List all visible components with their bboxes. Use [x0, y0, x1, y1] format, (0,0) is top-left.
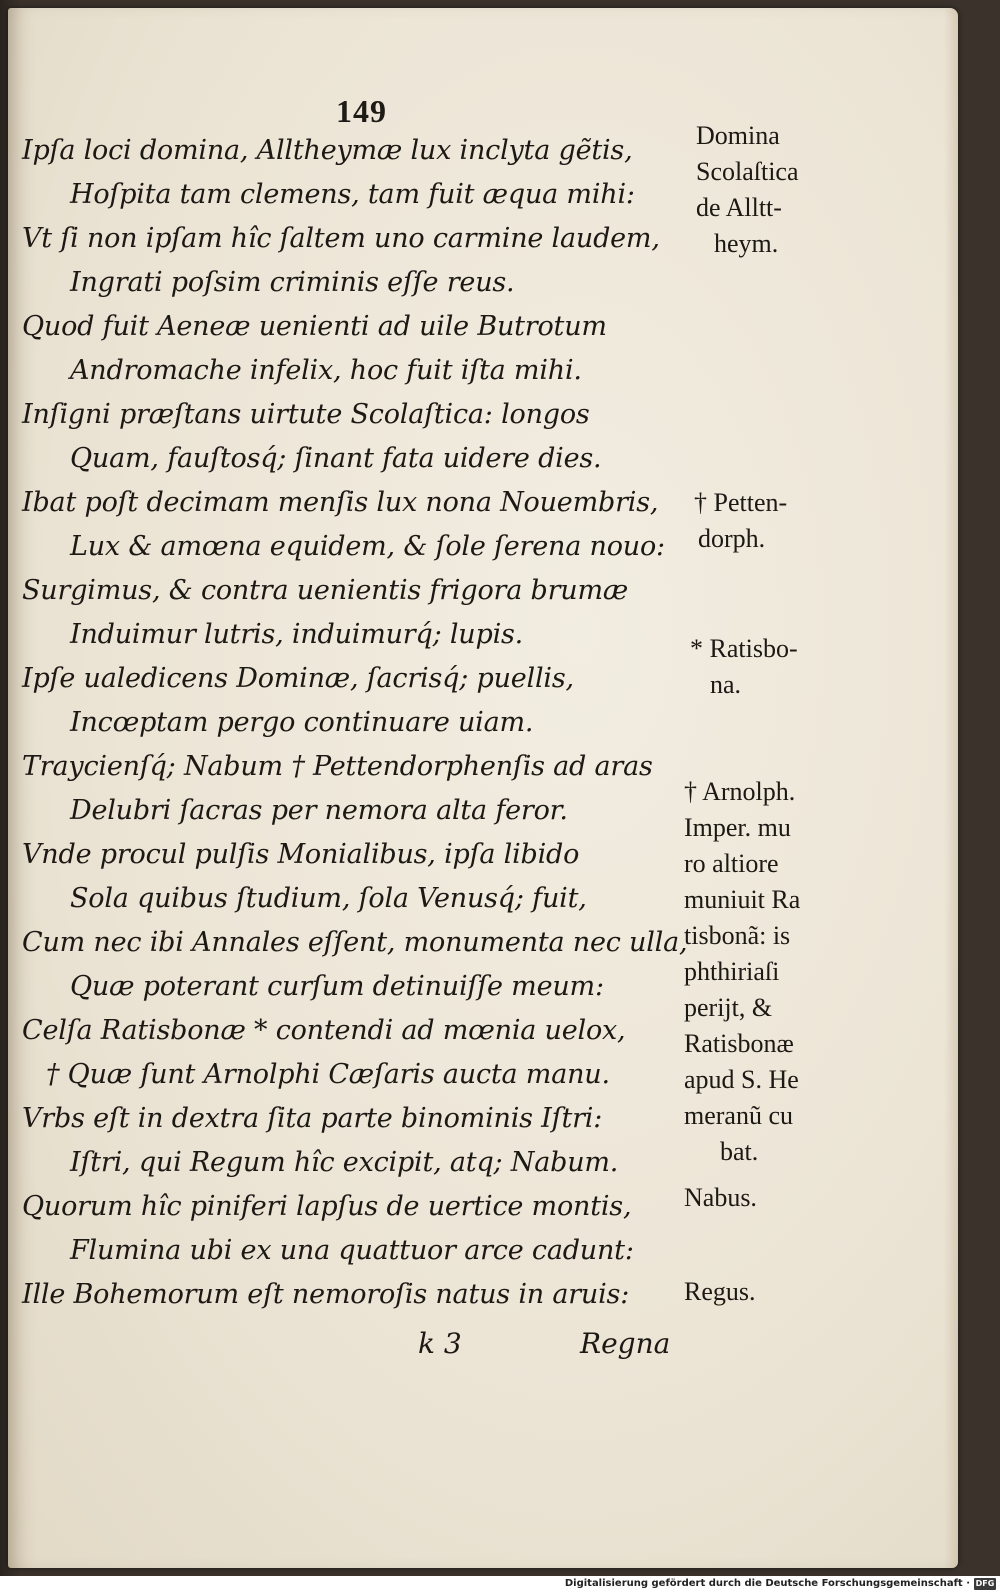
verse-line: Vt ſi non ipſam hîc ſaltem uno carmine laudem, — [22, 223, 660, 254]
margin-note-domina — [696, 118, 799, 262]
verse-line: Flumina ubi ex una quattuor arce cadunt: — [70, 1235, 634, 1266]
verse-line: Andromache infelix, hoc fuit iſta mihi. — [70, 355, 582, 386]
verse-line: Ingrati poſsim criminis eſſe reus. — [70, 267, 515, 298]
margin-note-line: bat. — [720, 1137, 759, 1166]
margin-note-line: * Ratisbo- — [690, 634, 798, 663]
margin-note-line: † Petten- — [694, 488, 788, 517]
margin-note-line: heym. — [714, 229, 779, 258]
verse-line: Quod fuit Aeneæ uenienti ad uile Butrotum — [22, 311, 607, 342]
dfg-logo: DFG — [975, 1579, 995, 1588]
margin-note-line: dorph. — [698, 524, 766, 553]
margin-note-line: phthiriaſi — [684, 957, 780, 986]
verse-line: Cum nec ibi Annales eſſent, monumenta nec ulla, — [22, 927, 688, 958]
verse-line: Vrbs eſt in dextra ſita parte binominis Iſtri: — [22, 1103, 603, 1134]
verse-line: Quam, fauſtosq́; ſinant fata uidere dies. — [70, 443, 602, 474]
verse-line: Surgimus, & contra uenientis frigora brumæ — [22, 575, 629, 606]
verse-line: Delubri ſacras per nemora alta feror. — [70, 795, 568, 826]
book-page — [8, 8, 958, 1568]
verse-column — [8, 8, 708, 1408]
margin-note-regus — [684, 1274, 756, 1310]
page-number: 149 — [336, 93, 387, 129]
margin-note-line: † Arnolph. — [684, 777, 796, 806]
page-edge-shading — [944, 8, 958, 1568]
verse-line: Quorum hîc piniferi lapſus de uertice montis, — [22, 1191, 632, 1222]
verse-line: Hoſpita tam clemens, tam fuit æqua mihi: — [70, 179, 635, 210]
verse-line: Induimur lutris, induimurq́; lupis. — [70, 619, 524, 650]
margin-note-nabus — [684, 1180, 757, 1216]
margin-note-pettendorph — [694, 485, 787, 557]
margin-note-ratisbona — [690, 631, 798, 703]
verse-line: Inſigni præſtans uirtute Scolaſtica: longos — [22, 399, 590, 430]
margin-note-line: Domina — [696, 121, 780, 150]
signature-mark: k 3 — [418, 1327, 462, 1360]
verse-line: Celſa Ratisbonæ * contendi ad mœnia uelox, — [22, 1015, 626, 1046]
margin-note-line: de Alltt- — [696, 193, 782, 222]
verse-line: † Quæ ſunt Arnolphi Cæſaris aucta manu. — [46, 1059, 610, 1090]
margin-note-line: perijt, & — [684, 993, 773, 1022]
verse-line: Ipſa loci domina, Alltheymæ lux inclyta gẽtis, — [22, 135, 633, 166]
margin-note-line: Ratisbonæ — [684, 1029, 794, 1058]
verse-line: Lux & amœna equidem, & ſole ſerena nouo: — [70, 531, 665, 562]
margin-note-line: meranũ cu — [684, 1101, 794, 1130]
verse-line: Quæ poterant curſum detinuiſſe meum: — [70, 971, 604, 1002]
margin-note-line: ro altiore — [684, 849, 779, 878]
verse-line: Ipſe ualedicens Dominæ, ſacrisq́; puellis, — [22, 663, 574, 694]
margin-note-line: Regus. — [684, 1277, 756, 1306]
margin-note-line: Nabus. — [684, 1183, 757, 1212]
margin-note-arnolph — [684, 774, 800, 1170]
margin-note-line: Scolaſtica — [696, 157, 799, 186]
margin-note-line: tisbonã: is — [684, 921, 791, 950]
margin-note-line: na. — [710, 670, 742, 699]
margin-note-line: muniuit Ra — [684, 885, 801, 914]
verse-line: Traycienſq́; Nabum † Pettendorphenſis ad aras — [22, 751, 653, 782]
verse-line: Ibat poſt decimam menſis lux nona Nouembris, — [22, 487, 659, 518]
verse-line: Incœptam pergo continuare uiam. — [70, 707, 534, 738]
margin-note-line: Imper. mu — [684, 813, 791, 842]
verse-line: Sola quibus ſtudium, ſola Venusq́; fuit, — [70, 883, 587, 914]
verse-line: Iſtri, qui Regum hîc excipit, atq; Nabum. — [70, 1147, 619, 1178]
catchword: Regna — [580, 1327, 671, 1360]
verse-line: Ille Bohemorum eſt nemoroſis natus in aruis: — [22, 1279, 630, 1310]
funding-credit: Digitalisierung gefördert durch die Deutsche Forschungsgemeinschaft · — [564, 1578, 970, 1589]
margin-note-line: apud S. He — [684, 1065, 799, 1094]
verse-line: Vnde procul pulſis Monialibus, ipſa libido — [22, 839, 580, 870]
